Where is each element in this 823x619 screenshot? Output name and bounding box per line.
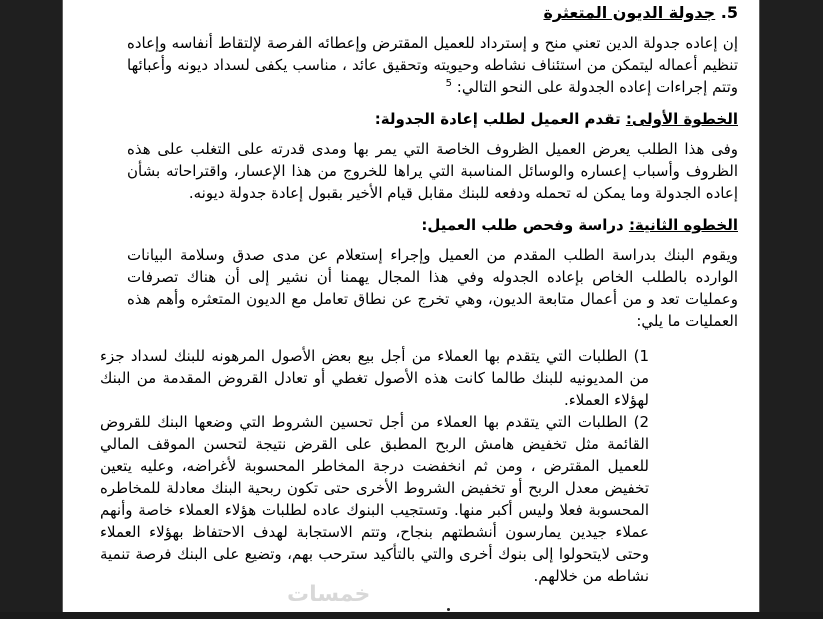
list-item-1-text: الطلبات التي يتقدم بها العملاء من أجل بيع بعض الأصول المرهونه للبنك لسداد جزء من المديونيه للبنك طالما كانت هذه الأصول تغطي أو تعادل القروض المقدمة من البنك لهؤلاء العملاء. [100, 347, 649, 409]
step2-body: ويقوم البنك بدراسة الطلب المقدم من العميل وإجراء إستعلام عن مدى صدق وسلامة البيانات الوارده بالطلب الخاص بإعاده الجدوله وفي هذا المجال يهمنا أن نشير إلى أن هناك تصرفات وعمليات تعد و من أعمال متابعة الديون، وهي تخرج عن نطاق تعامل مع الديون المتعثره وأهم هذه العمليات ما يلي: [127, 246, 738, 330]
step1-heading [127, 109, 738, 129]
numbered-list [100, 345, 649, 587]
intro-text: إن إعاده جدولة الدين تعني منح و إسترداد للعميل المقترض وإعطائه الفرصة لإلتقاط أنفاسه وإعاده تنظيم أعماله ليتمكن من استئناف نشاطه وحيويته وتحقيق عائد ، مناسب يكفى لسداد ديونه وأعبائها وتتم إجراءات إعاده الجدولة على النحو التالي: [127, 34, 738, 96]
step1-heading-underlined: الخطوة الأولى: [625, 110, 738, 128]
viewer-left-margin [0, 0, 62, 619]
page-title [127, 3, 738, 23]
footnote-reference: 5 [445, 78, 452, 89]
list-item-1 [100, 345, 649, 411]
intro-paragraph [127, 32, 738, 98]
list-item-2 [100, 411, 649, 587]
next-line-cutoff-dot [447, 608, 450, 611]
document-page [62, 0, 760, 612]
step1-body: وفى هذا الطلب يعرض العميل الظروف الخاصة التي يمر بها ومدى قدرته على التغلب على هذه الظروف وأسباب إعساره والوسائل المناسبة التي يراها للخروج من هذا الإعسار، واقتراحاته بشأن إعاده الجدولة وما يمكن له تحمله ودفعه للبنك مقابل قيام الأخير بقبول إعادة جدولة ديونه. [127, 140, 738, 202]
viewer-bottom-margin [0, 612, 823, 619]
watermark-text: خمسات [287, 582, 371, 607]
title-text: جدولة الديون المتعثرة [543, 3, 716, 22]
step2-heading-underlined: الخطوه الثانية: [628, 216, 738, 234]
title-number: 5. [720, 3, 738, 22]
step2-heading-rest: دراسة وفحص طلب العميل: [421, 216, 624, 234]
step1-heading-rest: تقدم العميل لطلب إعادة الجدولة: [374, 110, 621, 128]
list-item-1-number: 1) [633, 347, 649, 365]
list-item-2-number: 2) [633, 413, 649, 431]
page-content [100, 0, 738, 587]
list-item-2-text: الطلبات التي يتقدم بها العملاء من أجل تحسين الشروط التي وضعها البنك للقروض القائمة مثل تخفيض هامش الربح المطبق على القرض نتيجة لتحسن الموقف المالي للعميل المقترض ، ومن ثم انخفضت درجة المخاطر المحسوبة لأغراضه، وعليه يتعين تخفيض معدل الربح أو تخفيض الشروط الأخرى حتى تكون ربحية البنك معادلة للمخاطره المحسوبة فعلا وليس أكبر منها. وتستجيب البنوك عاده لطلبات هؤلاء العملاء خاصة وأنهم عملاء جيدين يمارسون أنشطتهم بنجاح، وتتم الاستجابة لهدف الاحتفاظ بهؤلاء العملاء وحتى لايتحولوا إلى بنوك أخرى والتي بالتأكيد سترحب بهم، وتضيع على البنك فرصة تنمية نشاطه من خلالهم. [100, 413, 649, 585]
step2-heading [127, 215, 738, 235]
viewer-right-margin [760, 0, 823, 619]
